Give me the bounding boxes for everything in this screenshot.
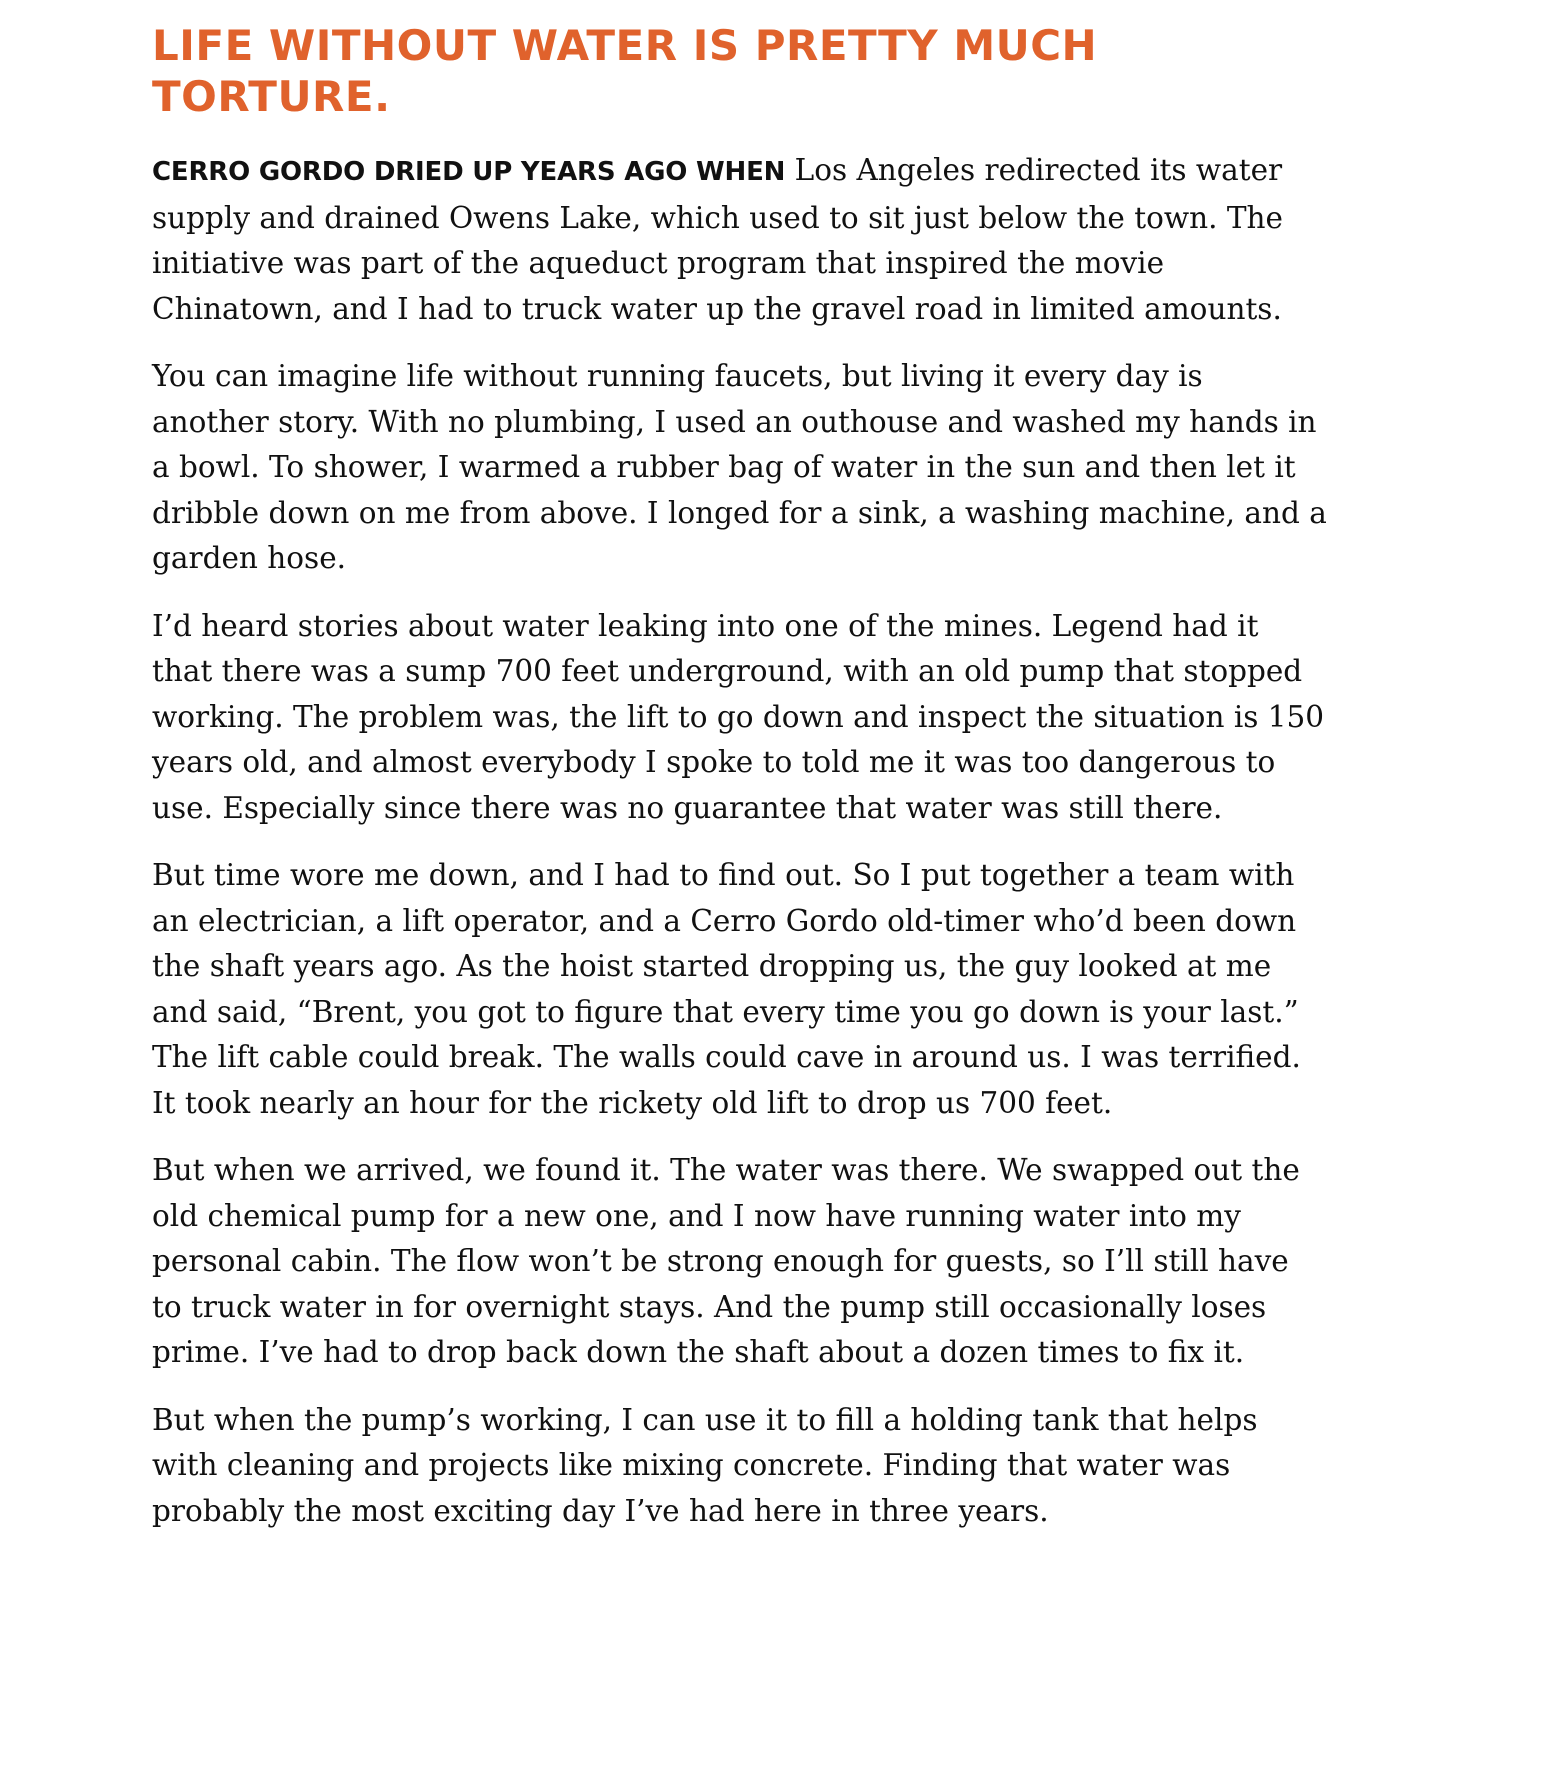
article-paragraph-5: But when we arrived, we found it. The water was there. We swapped out the old chemical pump for a new one, and I now have running water into my personal cabin. The flow won’t be strong enough for guests, so I’ll still have to truck water in for overnight stays. And the pump still occasionally loses prime. I’ve had to drop back down the shaft about a dozen times to fix it. [152,1153,1300,1369]
article-headline: LIFE WITHOUT WATER IS PRETTY MUCH TORTURE. [152,21,1098,121]
article [152,20,1327,1556]
article-lead-in: CERRO GORDO DRIED UP YEARS AGO WHEN [152,157,786,187]
article-paragraph-3: I’d heard stories about water leaking into one of the mines. Legend had it that there was a sump 700 feet underground, with an old pump that stopped working. The problem was, the lift to go down and inspect the situation is 150 years old, and almost everybody I spoke to told me it was too dangerous to use. Especially since there was no guarantee that water was still there. [152,608,1325,825]
article-paragraph-6: But when the pump’s working, I can use it to fill a holding tank that helps with cleaning and projects like mixing concrete. Finding that water was probably the most exciting day I’ve had here in three years. [152,1402,1258,1528]
article-paragraph-4: But time wore me down, and I had to find out. So I put together a team with an electrician, a lift operator, and a Cerro Gordo old-timer who’d been down the shaft years ago. As the hoist started dropping us, the guy looked at me and said, “Brent, you got to figure that every time you go down is your last.” The lift cable could break. The walls could cave in around us. I was terrified. It took nearly an hour for the rickety old lift to drop us 700 feet. [152,858,1301,1120]
article-paragraph-1-text: Los Angeles redirected its water supply and drained Owens Lake, which used to sit just below the town. The initiative was part of the aqueduct program that inspired the movie Chinatown, and I had to truck water up the gravel road in limited amounts. [152,153,1283,326]
article-paragraph-1 [152,148,1327,332]
article-paragraph-2: You can imagine life without running faucets, but living it every day is another story. With no plumbing, I used an outhouse and washed my hands in a bowl. To shower, I warmed a rubber bag of water in the sun and then let it dribble down on me from above. I longed for a sink, a washing machine, and a garden hose. [152,359,1327,575]
